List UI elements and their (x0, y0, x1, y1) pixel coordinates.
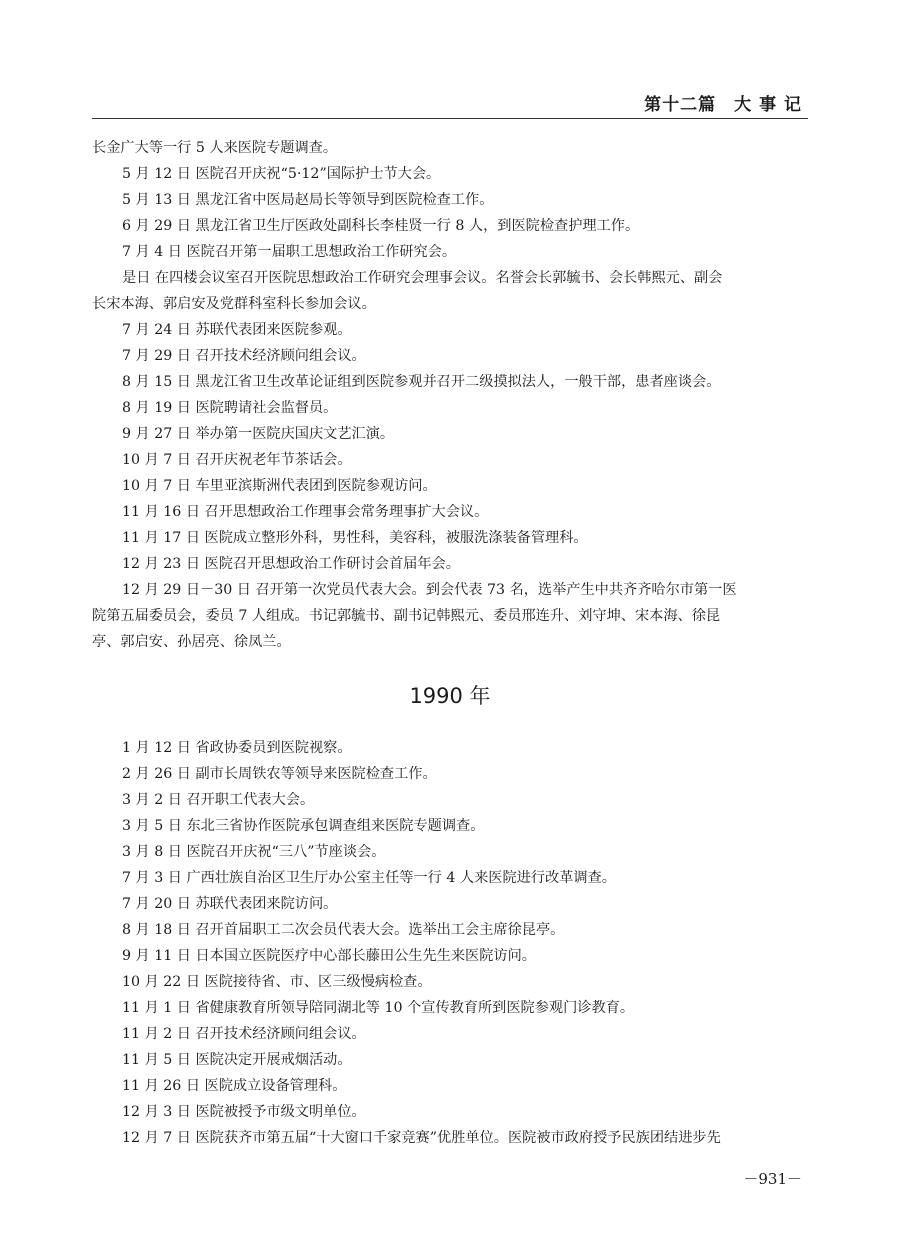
text-line: 11 月 17 日 医院成立整形外科，男性科，美容科，被服洗涤装备管理科。 (122, 530, 588, 546)
text-line: 6 月 29 日 黑龙江省卫生厅医政处副科长李桂贤一行 8 人，到医院检查护理工作。 (122, 218, 640, 234)
text-line: 8 月 15 日 黑龙江省卫生改革论证组到医院参观并召开二级摸拟法人，一般干部，患者座谈会。 (122, 374, 721, 390)
section-1989-continued (92, 135, 808, 655)
text-line: 7 月 24 日 苏联代表团来医院参观。 (122, 322, 352, 338)
text-line: 10 月 7 日 召开庆祝老年节茶话会。 (122, 452, 352, 468)
text-line: 5 月 12 日 医院召开庆祝“5·12”国际护士节大会。 (122, 166, 441, 182)
page-number: －931－ (743, 1170, 802, 1188)
text-line: 是日 在四楼会议室召开医院思想政治工作研究会理事会议。名誉会长郭毓书、会长韩熙元、副会 (122, 270, 723, 286)
text-line: 长金广大等一行 5 人来医院专题调查。 (92, 140, 338, 156)
text-line: 11 月 2 日 召开技术经济顾问组会议。 (122, 1026, 366, 1042)
text-line: 12 月 23 日 医院召开思想政治工作研讨会首届年会。 (122, 556, 460, 572)
text-line: 9 月 11 日 日本国立医院医疗中心部长藤田公生先生来医院访问。 (122, 948, 536, 964)
text-line: 3 月 2 日 召开职工代表大会。 (122, 792, 315, 808)
section-1990 (92, 735, 808, 1151)
text-line: 9 月 27 日 举办第一医院庆国庆文艺汇演。 (122, 426, 395, 442)
text-line: 11 月 1 日 省健康教育所领导陪同湖北等 10 个宣传教育所到医院参观门诊教育。 (122, 1000, 635, 1016)
text-line: 7 月 4 日 医院召开第一届职工思想政治工作研究会。 (122, 244, 457, 260)
text-line: 长宋本海、郭启安及党群科室科长参加会议。 (92, 296, 376, 312)
text-line: 7 月 20 日 苏联代表团来院访问。 (122, 896, 338, 912)
text-line: 12 月 29 日－30 日 召开第一次党员代表大会。到会代表 73 名，选举产生中共齐齐哈尔市第一医 (122, 582, 737, 598)
text-line: 1 月 12 日 省政协委员到医院视察。 (122, 740, 352, 756)
text-line: 5 月 13 日 黑龙江省中医局赵局长等领导到医院检查工作。 (122, 192, 494, 208)
text-line: 3 月 8 日 医院召开庆祝“三八”节座谈会。 (122, 844, 386, 860)
text-line: 7 月 3 日 广西壮族自治区卫生厅办公室主任等一行 4 人来医院进行改革调查。 (122, 870, 616, 886)
year-heading: 1990 年 (409, 684, 491, 708)
text-line: 7 月 29 日 召开技术经济顾问组会议。 (122, 348, 366, 364)
text-line: 8 月 18 日 召开首届职工二次会员代表大会。选举出工会主席徐昆亭。 (122, 922, 565, 938)
text-line: 亭、郭启安、孙居亮、徐凤兰。 (92, 634, 291, 650)
text-line: 院第五届委员会，委员 7 人组成。书记郭毓书、副书记韩熙元、委员邢连升、刘守坤、宋本海、徐昆 (92, 608, 721, 624)
text-line: 2 月 26 日 副市长周铁农等领导来医院检查工作。 (122, 766, 437, 782)
text-line: 11 月 5 日 医院决定开展戒烟活动。 (122, 1052, 352, 1068)
text-line: 8 月 19 日 医院聘请社会监督员。 (122, 400, 338, 416)
chapter-title: 第十二篇 大 事 记 (644, 95, 802, 115)
text-line: 11 月 16 日 召开思想政治工作理事会常务理事扩大会议。 (122, 504, 489, 520)
text-line: 12 月 7 日 医院获齐市第五届“十大窗口千家竞赛”优胜单位。医院被市政府授予民族团结进步先 (122, 1130, 721, 1146)
text-line: 3 月 5 日 东北三省协作医院承包调查组来医院专题调查。 (122, 818, 485, 834)
running-header (92, 88, 808, 119)
text-line: 11 月 26 日 医院成立设备管理科。 (122, 1078, 347, 1094)
text-line: 10 月 22 日 医院接待省、市、区三级慢病检查。 (122, 974, 432, 990)
text-line: 10 月 7 日 车里亚滨斯洲代表团到医院参观访问。 (122, 478, 437, 494)
text-line: 12 月 3 日 医院被授予市级文明单位。 (122, 1104, 366, 1120)
